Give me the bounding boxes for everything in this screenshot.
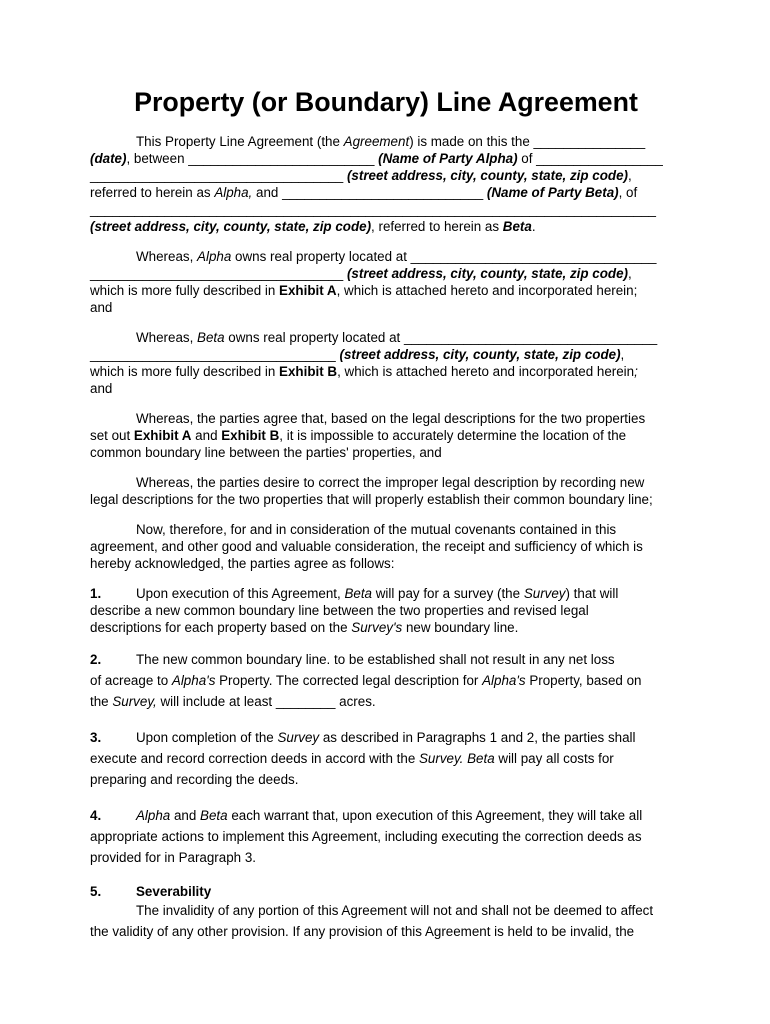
clause-3-deeds (90, 727, 682, 790)
text-run: Whereas, (136, 249, 198, 264)
text-run: Beta (502, 219, 532, 234)
text-run: Beta (344, 586, 372, 601)
text-run: acres. (335, 694, 376, 709)
intro-paragraph (90, 133, 682, 235)
text-run: , which is attached hereto and incorporated herein; and (90, 283, 638, 315)
text-run: Alpha's (171, 673, 216, 688)
fill-in-blank-field: ___________________________ (282, 185, 484, 200)
text-run: (Name of Party Alpha) (378, 151, 518, 166)
text-run: This Property Line Agreement (the (136, 134, 344, 149)
text-run: Whereas, the parties desire to correct the improper legal description by recording new legal descriptions for the two properties that will properly establish their common boundary line; (90, 475, 653, 507)
fill-in-blank-field: _________________________________ (410, 249, 657, 264)
text-run: Upon execution of this Agreement, (136, 586, 345, 601)
text-run: Now, therefore, for and in consideration of the mutual covenants contained in this agreement, and other good and valuable consideration, the receipt and sufficiency of which is hereby acknowledged, the parties agree as follows: (90, 522, 643, 571)
whereas-correct-paragraph (90, 474, 682, 508)
text-run: Exhibit B (221, 428, 280, 443)
whereas-beta-paragraph (90, 329, 682, 397)
text-run: Beta (197, 330, 225, 345)
text-run: Agreement (343, 134, 410, 149)
fill-in-blank-field: __________________________________ (403, 330, 658, 345)
text-run: each warrant that, upon execution of this Agreement, they will take all appropriate actions to implement this Agreement, including executing the correction deeds as provided for in Paragraph 3. (90, 808, 643, 865)
text-run: Exhibit A (133, 428, 192, 443)
text-run: Exhibit A (279, 283, 337, 298)
fill-in-blank-field: __________________________________ (90, 168, 344, 183)
text-run: Survey (277, 730, 320, 745)
whereas-impossible-paragraph (90, 410, 682, 461)
fill-in-blank-field: _________________ (536, 151, 663, 166)
text-run: owns real property located at (231, 249, 411, 264)
text-run: of (517, 151, 537, 166)
text-run: and (252, 185, 283, 200)
text-run: , referred to herein as (90, 168, 632, 200)
text-run: Upon completion of the (136, 730, 278, 745)
text-run: The new common boundary line. to be established shall not result in any net loss of acreage to (90, 652, 615, 688)
clause-5-severability-heading (90, 883, 682, 900)
text-run: (Name of Party Beta) (486, 185, 619, 200)
text-run: , referred to herein as (371, 219, 503, 234)
text-run: Property, based on the (90, 673, 642, 709)
text-run: owns real property located at (224, 330, 404, 345)
text-run: ) is made on this the (409, 134, 534, 149)
fill-in-blank-field: ____________________________________________________________________________ (90, 202, 656, 217)
text-run: Property. The corrected legal description for (215, 673, 483, 688)
text-run: Survey (523, 586, 566, 601)
text-run: Beta (200, 808, 228, 823)
text-run: Severability (136, 884, 212, 899)
fill-in-blank-field: __________________________________ (90, 266, 344, 281)
text-run: ) that will describe a new common boundary line between the two properties and revised legal descriptions for each property based on the (90, 586, 619, 635)
text-run: , which is attached hereto and incorporated herein (337, 364, 635, 379)
paragraph-number: 2. (90, 652, 102, 667)
document-paragraphs (90, 133, 682, 942)
text-run: , which is more fully described in (90, 347, 625, 379)
fill-in-blank-field: _______________ (533, 134, 646, 149)
text-run: , between (126, 151, 189, 166)
text-run: will pay for a survey (the (371, 586, 524, 601)
text-run: as described in Paragraphs 1 and 2, the parties shall execute and record correction deeds in accord with the (90, 730, 636, 766)
text-run: Survey, (112, 694, 157, 709)
text-run: , which is more fully described in (90, 266, 632, 298)
clause-1-survey (90, 585, 682, 636)
text-run: (street address, city, county, state, zip code) (339, 347, 621, 362)
text-run: Alpha's (482, 673, 526, 688)
paragraph-number: 4. (90, 808, 102, 823)
text-run: , it is impossible to accurately determine the location of the common boundary line between the parties' properties, and (90, 428, 627, 460)
text-run: Exhibit B (279, 364, 338, 379)
fill-in-blank-field: ________ (275, 694, 336, 709)
clause-5-severability-body (90, 900, 682, 942)
whereas-alpha-paragraph (90, 248, 682, 316)
text-run: , of (618, 185, 638, 200)
text-run: Whereas, the parties agree that, based on the legal descriptions for the two properties set out (90, 411, 646, 443)
text-run: Whereas, (136, 330, 198, 345)
text-run: Survey's (351, 620, 403, 635)
fill-in-blank-field: _________________________________ (90, 347, 336, 362)
text-run: (street address, city, county, state, zip code) (346, 266, 628, 281)
fill-in-blank-field: _________________________ (188, 151, 375, 166)
paragraph-number: 5. (90, 884, 102, 899)
text-run: (date) (90, 151, 127, 166)
document-title: Property (or Boundary) Line Agreement (134, 87, 638, 117)
text-run: Alpha (197, 249, 232, 264)
clause-4-warrant (90, 805, 682, 868)
now-therefore-paragraph (90, 521, 682, 572)
text-run: will include at least (156, 694, 276, 709)
clause-2-boundary (90, 649, 682, 712)
paragraph-number: 1. (90, 586, 102, 601)
text-run: (street address, city, county, state, zip code) (346, 168, 628, 183)
text-run: The invalidity of any portion of this Agreement will not and shall not be deemed to affect the validity of any other provision. If any provision of this Agreement is held to be invalid, the (90, 903, 654, 939)
text-run: Alpha, (214, 185, 253, 200)
text-run: and (170, 808, 201, 823)
text-run: Survey. Beta (419, 751, 495, 766)
text-run: new boundary line. (402, 620, 519, 635)
paragraph-number: 3. (90, 730, 102, 745)
text-run: (street address, city, county, state, zip code) (90, 219, 372, 234)
text-run: Alpha (136, 808, 171, 823)
text-run: and (90, 381, 113, 396)
text-run: and (191, 428, 222, 443)
text-run: ; (634, 364, 638, 379)
text-run: . (531, 219, 536, 234)
text-run: will pay all costs for preparing and recording the deeds. (90, 751, 614, 787)
